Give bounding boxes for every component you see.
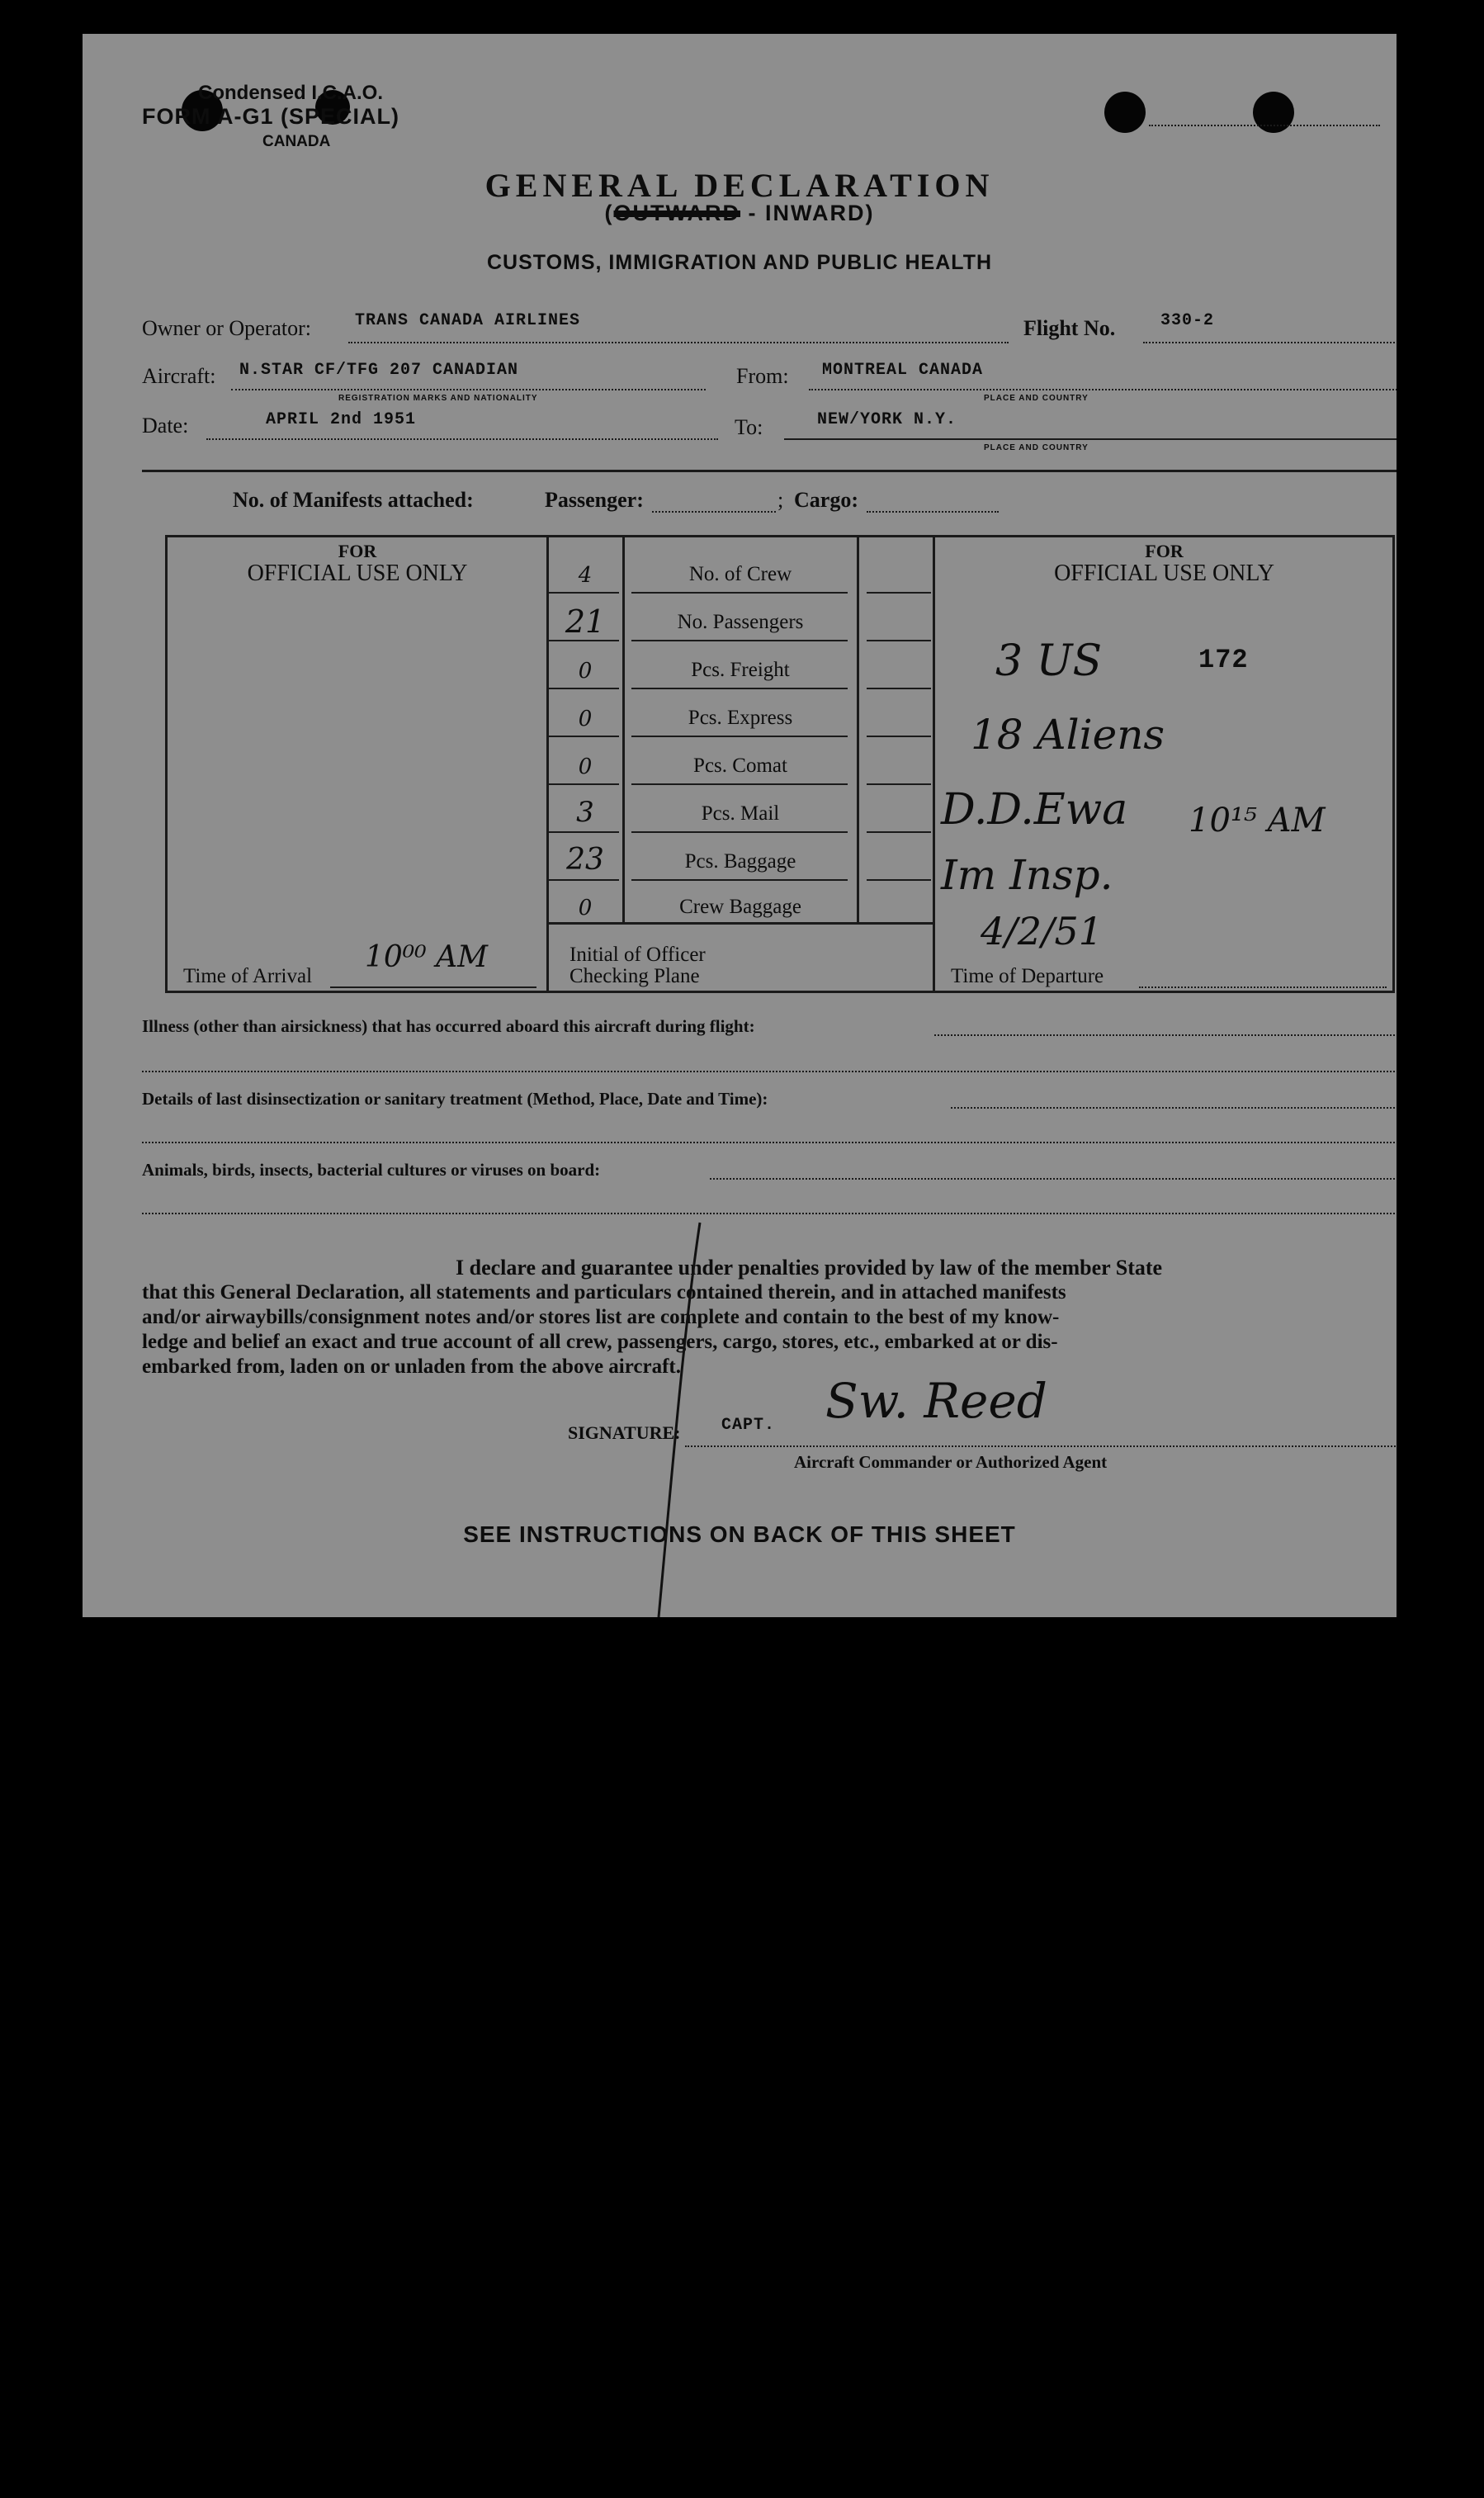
- initial-officer-line2: Checking Plane: [569, 965, 700, 987]
- row-label: Pcs. Comat: [693, 755, 787, 777]
- note-inspector: D.D.Ewa: [941, 785, 1128, 835]
- row-value: 0: [578, 707, 593, 731]
- row-label: No. of Crew: [688, 563, 792, 585]
- right-head-official: OFFICIAL USE ONLY: [1054, 561, 1274, 586]
- row-value: 0: [578, 755, 593, 779]
- cargo-label: Cargo:: [794, 488, 858, 512]
- form-id-line1: Condensed I.C.A.O.: [198, 82, 384, 104]
- aircraft-label: Aircraft:: [142, 364, 216, 388]
- row-value: 21: [565, 603, 606, 640]
- subtitle-inward: - INWARD): [740, 201, 875, 225]
- subtitle-open: (: [604, 201, 614, 225]
- row-value: 3: [576, 796, 594, 829]
- semicolon: ;: [777, 488, 784, 512]
- to-label: To:: [735, 415, 763, 439]
- row-label: Pcs. Mail: [701, 802, 780, 825]
- to-value: NEW/YORK N.Y.: [817, 410, 957, 429]
- passenger-label: Passenger:: [545, 488, 644, 512]
- note-us-count: 3 US: [995, 636, 1103, 686]
- flight-label: Flight No.: [1023, 316, 1116, 340]
- form-title: GENERAL DECLARATION: [484, 167, 995, 204]
- signature-caption: Aircraft Commander or Authorized Agent: [794, 1452, 1108, 1472]
- footer-instructions: SEE INSTRUCTIONS ON BACK OF THIS SHEET: [463, 1521, 1016, 1547]
- date-label: Date:: [142, 414, 189, 438]
- row-label: Pcs. Freight: [691, 659, 790, 681]
- illness-question: Illness (other than airsickness) that has occurred aboard this aircraft during flight:: [142, 1016, 755, 1036]
- declaration-sheet: [83, 34, 1397, 1617]
- aircraft-caption: REGISTRATION MARKS AND NATIONALITY: [338, 394, 538, 403]
- row-label: No. Passengers: [677, 611, 804, 633]
- form-id-line3: CANADA: [262, 133, 331, 150]
- signature-label: SIGNATURE:: [568, 1422, 681, 1443]
- row-value: 4: [578, 563, 593, 588]
- form-subheading: CUSTOMS, IMMIGRATION AND PUBLIC HEALTH: [486, 251, 993, 274]
- form-id-line2: FORM A-G1 (SPECIAL): [142, 104, 399, 129]
- from-caption: PLACE AND COUNTRY: [984, 394, 1089, 403]
- declaration-line-1: I declare and guarantee under penalties provided by law of the member State: [456, 1256, 1163, 1280]
- row-label: Pcs. Baggage: [684, 850, 796, 873]
- row-value: 0: [578, 659, 593, 684]
- note-number: 172: [1198, 645, 1249, 675]
- declaration-line-2: that this General Declaration, all statements and particulars contained therein, and in attached manifests: [142, 1281, 1066, 1303]
- time-arrival-value: 10⁰⁰ AM: [365, 940, 488, 974]
- time-departure-label: Time of Departure: [951, 965, 1104, 987]
- left-head-official: OFFICIAL USE ONLY: [247, 561, 468, 586]
- note-insp: Im Insp.: [941, 851, 1113, 899]
- date-value: APRIL 2nd 1951: [266, 410, 417, 429]
- row-label: Crew Baggage: [679, 896, 801, 918]
- time-arrival-label: Time of Arrival: [183, 965, 313, 987]
- declaration-line-4: ledge and belief an exact and true account of all crew, passengers, cargo, stores, etc., embarked at or dis-: [142, 1331, 1058, 1353]
- note-time: 10¹⁵ AM: [1189, 802, 1326, 840]
- manifests-label: No. of Manifests attached:: [233, 488, 474, 512]
- signature-scrawl: Sw. Reed: [825, 1373, 1047, 1429]
- from-value: MONTREAL CANADA: [822, 361, 984, 380]
- right-head-for: FOR: [1145, 541, 1184, 561]
- row-value: 23: [566, 843, 604, 877]
- owner-label: Owner or Operator:: [142, 316, 312, 340]
- left-head-for: FOR: [338, 541, 377, 561]
- row-value: 0: [578, 896, 593, 920]
- owner-value: TRANS CANADA AIRLINES: [355, 311, 581, 330]
- initial-officer-line1: Initial of Officer: [569, 944, 706, 966]
- to-caption: PLACE AND COUNTRY: [984, 443, 1089, 452]
- note-aliens: 18 Aliens: [971, 711, 1165, 759]
- note-date: 4/2/51: [981, 909, 1104, 953]
- animals-question: Animals, birds, insects, bacterial cultures or viruses on board:: [142, 1160, 601, 1180]
- declaration-line-5: embarked from, laden on or unladen from the above aircraft.: [142, 1355, 681, 1378]
- disinsect-question: Details of last disinsectization or sanitary treatment (Method, Place, Date and Time):: [142, 1089, 768, 1109]
- aircraft-value: N.STAR CF/TFG 207 CANADIAN: [239, 361, 519, 380]
- fold-crease: [83, 34, 1397, 1617]
- declaration-line-3: and/or airwaybills/consignment notes and/or stores list are complete and contain to the best of my know-: [142, 1306, 1060, 1328]
- from-label: From:: [736, 364, 789, 388]
- signature-title: CAPT.: [721, 1416, 776, 1435]
- row-label: Pcs. Express: [688, 707, 793, 729]
- subtitle-struck: OUTWARD: [613, 201, 740, 225]
- flight-value: 330-2: [1160, 311, 1215, 330]
